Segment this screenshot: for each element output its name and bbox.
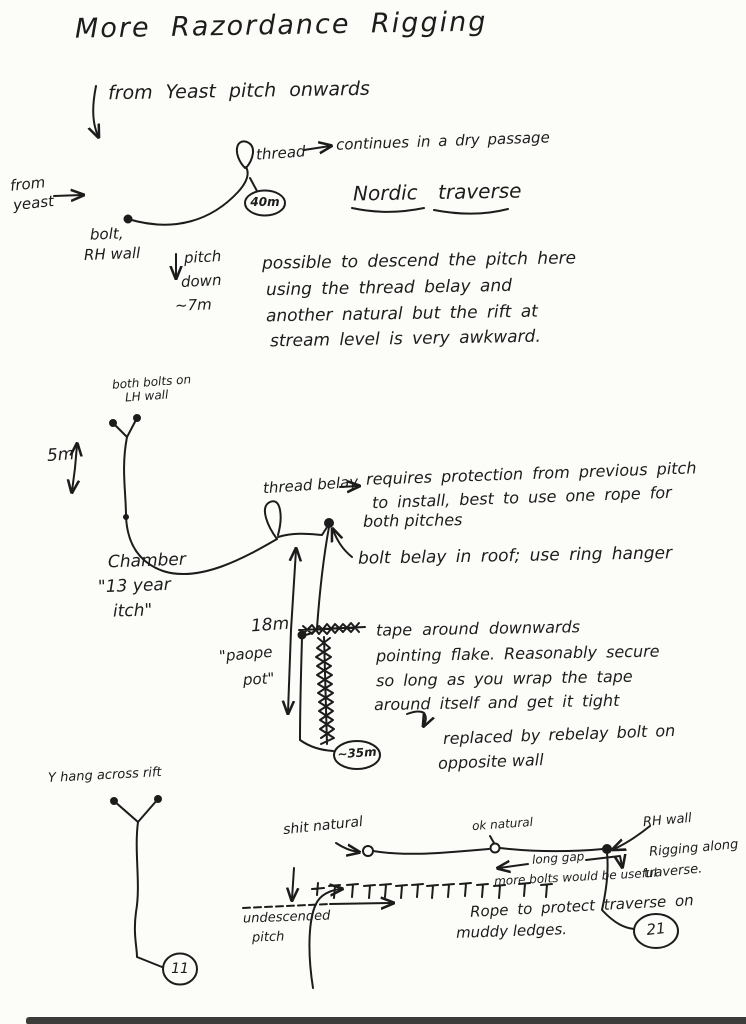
roof-bolt-dot [325,519,333,527]
rope-kink-dot [124,515,128,519]
pitch-down-label-line3: ~7m [174,295,213,315]
bolt-label-line1: bolt, [89,224,124,244]
continues-note: continues in a dry passage [335,128,551,154]
descend-note-line2: using the thread belay and [265,275,513,301]
ok-natural-tick [490,836,494,843]
chamber-label-line3: itch" [112,600,153,622]
pitch-35m-bubble: ~35m [336,744,378,762]
thread-loop [237,141,253,168]
more-bolts-note: more bolts would be useful [493,865,658,889]
tape-note-line2: pointing flake. Reasonably secure [375,641,660,666]
thread-belay-loop [265,501,281,539]
length-18m-label: 18m [250,613,290,637]
thread-length-bubble: 40m [250,195,280,209]
thread-belay-label: thread belay [262,472,359,498]
undescended-line-arrow-icon [330,903,392,904]
bolt-label-line2: RH wall [83,244,141,264]
rh-wall-note-line1: RH wall [642,810,693,831]
tape-note-arrow-icon [407,712,426,725]
pitch-11-bubble: 11 [171,961,189,977]
thread-belay-note-line3: both pitches [362,510,463,531]
from-yeast-arrow-icon [54,195,82,196]
rh-wall-note-line3: traverse. [643,861,703,882]
arrow-18m-down [288,630,291,712]
arrow-5m-up [75,445,77,468]
nordic-underline-2 [434,209,508,214]
thread-belay-note-line1: requires protection from previous pitch [365,458,697,489]
pitch-down-label-line2: down [180,270,222,292]
shit-natural-label: shit natural [282,813,364,839]
yhang-anchor-arms [114,799,158,822]
thread-belay-note-line2: to install, best to use one rope for [371,482,673,513]
traverse-drop-line [602,853,634,929]
undescended-dashed-line [243,904,330,908]
tape-note-line1: tape around downwards [375,617,581,640]
length-5m-label: 5m [46,444,76,466]
undescended-down-arrow-icon [292,868,294,899]
replaced-note-line2: opposite wall [437,750,544,773]
nordic-underline-1 [352,208,424,212]
page-subtitle: from Yeast pitch onwards [107,77,371,105]
pitch-21-bubble: 21 [645,919,667,939]
yhang-rope-path [135,822,162,967]
bolt-belay-arrow-icon [333,530,352,557]
long-gap-label: long gap [531,849,585,867]
bolt-belay-note: bolt belay in roof; use ring hanger [357,543,673,569]
replaced-note-line1: replaced by rebelay bolt on [442,720,676,749]
tape-note-line4: around itself and get it tight [373,690,620,715]
long-gap-arrow-left [499,864,528,868]
chamber-label-line2: "13 year [97,574,172,598]
flake-hatch-vertical [316,637,334,744]
rope-below-roof-bolt [305,527,329,635]
flake-hatch-horizontal [299,623,365,634]
rope-note-line2: muddy ledges. [455,920,568,942]
both-bolts-label-line2: LH wall [124,387,169,405]
undescended-label-line1: undescended [242,908,331,927]
arrow-5m-down [72,468,75,491]
scan-edge-artifact [26,1017,746,1024]
y-anchor-arms [113,418,137,437]
chamber-label-line1: Chamber [107,549,187,573]
ok-natural-label: ok natural [471,814,534,834]
pitch-down-label-line1: pitch [183,247,222,267]
nordic-rope-path [128,167,248,225]
continues-arrow-icon [304,146,330,150]
rope-note-line1: Rope to protect traverse on [469,891,695,921]
ok-natural-ring [491,844,500,853]
page-title: More Razordance Rigging [74,6,488,45]
arrow-18m-up [291,550,296,630]
shit-natural-arrow-icon [336,843,358,852]
tape-note-line3: so long as you wrap the tape [375,666,633,691]
bubble-40m-tail [250,178,257,191]
pot-label-line1: "paope [218,642,274,666]
undescended-label-line2: pitch [251,929,285,946]
rh-wall-note-line2: Rigging along [648,837,739,860]
shit-natural-ring [363,846,373,856]
traverse-end-dot [603,845,611,853]
pot-label-line2: pot" [242,669,275,689]
descend-note-line1: possible to descend the pitch here [261,248,577,274]
thread-label: thread [255,142,307,164]
descend-note-line3: another natural but the rift at [265,301,538,327]
long-gap-arrow-right [586,856,622,866]
y-hang-label: Y hang across rift [47,765,162,786]
nordic-traverse-heading: Nordic traverse [352,178,522,206]
both-bolts-label-line1: both bolts on [111,372,192,392]
rope-to-roof-bolt [278,524,329,537]
from-yeast-label-line2: yeast [12,191,55,215]
from-yeast-label-line1: from [9,173,47,195]
descend-note-line4: stream level is very awkward. [269,326,541,352]
subtitle-down-arrow-icon [93,86,98,136]
